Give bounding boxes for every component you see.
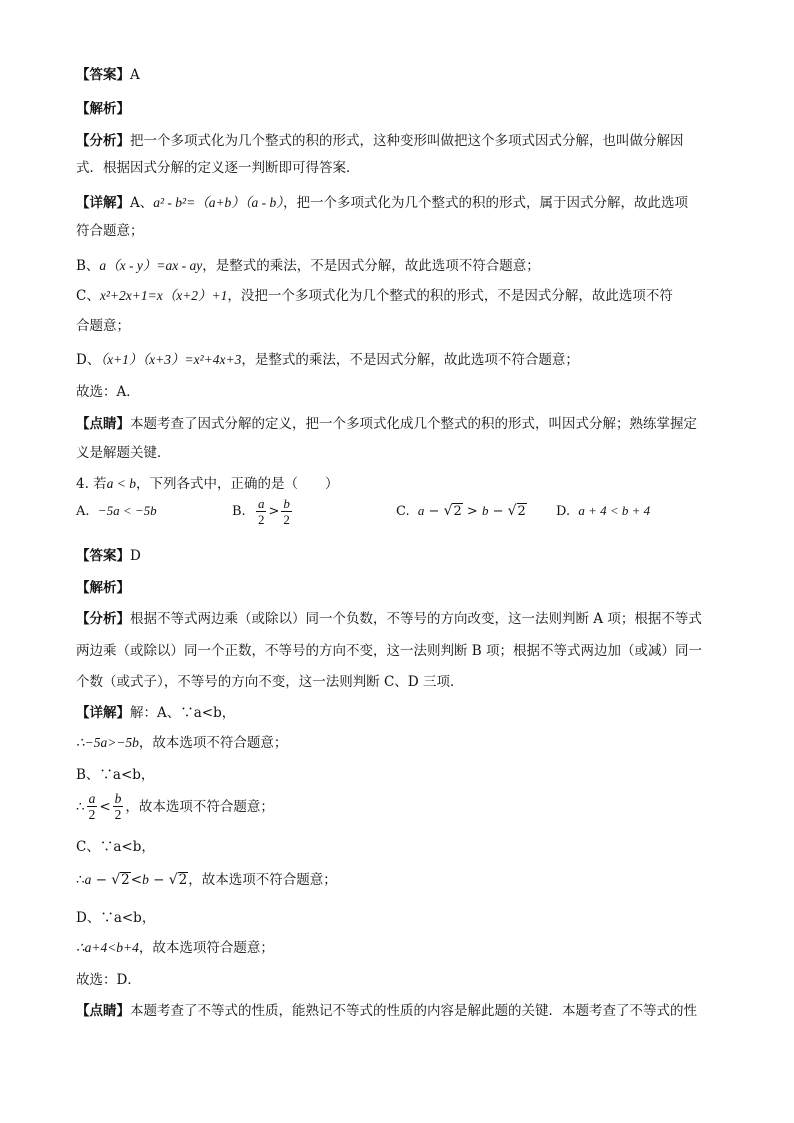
q4-fenxi-line-1	[76, 609, 702, 629]
q4-option-d-label: D.	[556, 503, 571, 519]
q4-option-a-expr: −5a < −5b	[97, 503, 157, 518]
q3-b-prefix: B、	[76, 258, 100, 274]
q3-option-c-line	[76, 286, 673, 306]
q4-option-d-expr: a + 4 < b + 4	[578, 503, 651, 518]
q3-fenxi-line-1	[76, 131, 684, 151]
q4-option-c: C. a − √ 2 > b − √ 2	[396, 503, 526, 519]
q3-c-text-2: 合题意；	[76, 318, 130, 334]
q4-stem-suffix: ，下列各式中，正确的是（ ）	[136, 476, 339, 492]
q4-answer-value: D	[130, 548, 141, 564]
q4-fenxi-text-1: 根据不等式两边乘（或除以）同一个负数，不等号的方向改变，这一法则判断 A 项；根据不等式	[130, 611, 702, 627]
q4-c-note: ，故本选项不符合题意；	[188, 872, 337, 888]
q4-comment-text-1: 本题考查了不等式的性质，能熟记不等式的性质的内容是解此题的关键．本题考查了不等式的性	[130, 1003, 697, 1019]
q4-a-result: ∴−5a>−5b	[76, 735, 139, 750]
q4-stem	[76, 474, 339, 494]
q3-fenxi-text-1: 把一个多项式化为几个整式的积的形式，这种变形叫做把这个多项式因式分解，也叫做分解因	[130, 133, 684, 149]
q4-d-note: ，故本选项符合题意；	[138, 940, 274, 956]
q3-d-text: ，是整式的乘法，不是因式分解，故此选项不符合题意；	[241, 352, 579, 368]
q4-option-c-label: C.	[396, 503, 410, 519]
q4-c-condition: C、∵a<b，	[76, 839, 155, 855]
q3-answer-value: A	[130, 67, 140, 83]
q4-choose: 故选：D．	[76, 972, 141, 988]
q4-fenxi-line-3: 个数（或式子），不等号的方向不变，这一法则判断 C、D 三项．	[76, 674, 464, 690]
q4-b-result-lhs: $\frac{a}{2}$	[88, 791, 96, 822]
q3-comment-text-1: 本题考查了因式分解的定义，把一个多项式化成几个整式的积的形式，叫因式分解；熟练掌握定	[130, 416, 697, 432]
q4-stem-prefix: 4. 若	[76, 476, 107, 492]
q4-a-note: ，故本选项不符合题意；	[138, 735, 288, 751]
q4-option-b-label: B.	[232, 504, 246, 519]
q3-comment-tag: 【点睛】	[76, 416, 130, 432]
q4-fenxi-tag: 【分析】	[76, 611, 130, 627]
q4-option-a	[76, 503, 157, 519]
q4-b-result-rhs: $\frac{b}{2}$	[114, 791, 122, 822]
q4-b-condition: B、∵a<b，	[76, 767, 155, 783]
q4-b-note: ，故本选项不符合题意；	[125, 798, 274, 815]
q4-option-a-label: A.	[76, 503, 90, 519]
q4-option-b: B. $\frac{a}{2}$ > $\frac{b}{2}$	[232, 496, 290, 527]
q4-detail-line	[76, 703, 235, 723]
q3-b-text: ，是整式的乘法，不是因式分解，故此选项不符合题意；	[202, 258, 540, 274]
q4-detail-start: 解：A、∵a<b，	[130, 705, 236, 721]
q3-d-expr: （x+1）（x+3）=x²+4x+3	[100, 352, 242, 367]
q4-comment-tag: 【点睛】	[76, 1003, 130, 1019]
q4-analysis-heading: 【解析】	[76, 580, 130, 596]
q4-d-result-line	[76, 938, 274, 958]
q3-d-prefix: D、	[76, 352, 101, 368]
q3-a-text: ，把一个多项式化为几个整式的积的形式，属于因式分解，故此选项	[283, 195, 689, 211]
q4-c-result-line: ∴a − √2<b − √2，故本选项不符合题意；	[76, 872, 337, 888]
q4-stem-condition: a < b	[106, 476, 137, 491]
q3-fenxi-line-2: 式．根据因式分解的定义逐一判断即可得答案．	[76, 160, 360, 176]
q3-detail-line-a	[76, 193, 688, 213]
q3-b-expr: a（x - y）=ax - ay	[99, 258, 203, 273]
q4-answer-tag: 【答案】	[76, 548, 130, 564]
q4-fenxi-line-2: 两边乘（或除以）同一个正数，不等号的方向不变，这一法则判断 B 项；根据不等式两边加（或减）同一	[76, 643, 703, 659]
q3-c-expr: x²+2x+1=x（x+2）+1	[99, 288, 228, 303]
q3-option-d-line	[76, 350, 579, 370]
q3-a-expr: a² - b²=（a+b）（a - b）	[153, 195, 284, 210]
q4-answer-line	[76, 546, 141, 566]
q3-answer-tag: 【答案】	[76, 67, 130, 83]
q3-answer-line	[76, 65, 140, 85]
q4-comment-line-1	[76, 1001, 697, 1021]
q4-option-b-rhs: $\frac{b}{2}$	[283, 496, 290, 527]
q3-detail-tag: 【详解】	[76, 195, 130, 211]
q3-c-text: ，没把一个多项式化为几个整式的积的形式，不是因式分解，故此选项不符	[227, 288, 673, 304]
q4-a-result-line	[76, 733, 287, 753]
q4-b-result-line: ∴ $\frac{a}{2}$ < $\frac{b}{2}$ ，故本选项不符合题意；	[76, 791, 274, 822]
q3-c-prefix: C、	[76, 288, 100, 304]
q3-comment-line-2: 义是解题关键．	[76, 445, 171, 461]
q4-detail-tag: 【详解】	[76, 705, 130, 721]
q3-option-b-line	[76, 256, 540, 276]
q3-analysis-heading: 【解析】	[76, 101, 130, 117]
q3-a-text-2: 符合题意；	[76, 223, 144, 239]
q4-d-condition: D、∵a<b，	[76, 910, 156, 926]
q3-fenxi-tag: 【分析】	[76, 133, 130, 149]
q3-choose: 故选：A．	[76, 384, 140, 400]
q3-comment-line-1	[76, 414, 697, 434]
q4-option-b-lhs: $\frac{a}{2}$	[257, 496, 265, 527]
q3-a-prefix: A、	[130, 195, 154, 211]
q4-d-result: ∴a+4<b+4	[76, 940, 139, 955]
q4-option-d	[556, 503, 650, 519]
